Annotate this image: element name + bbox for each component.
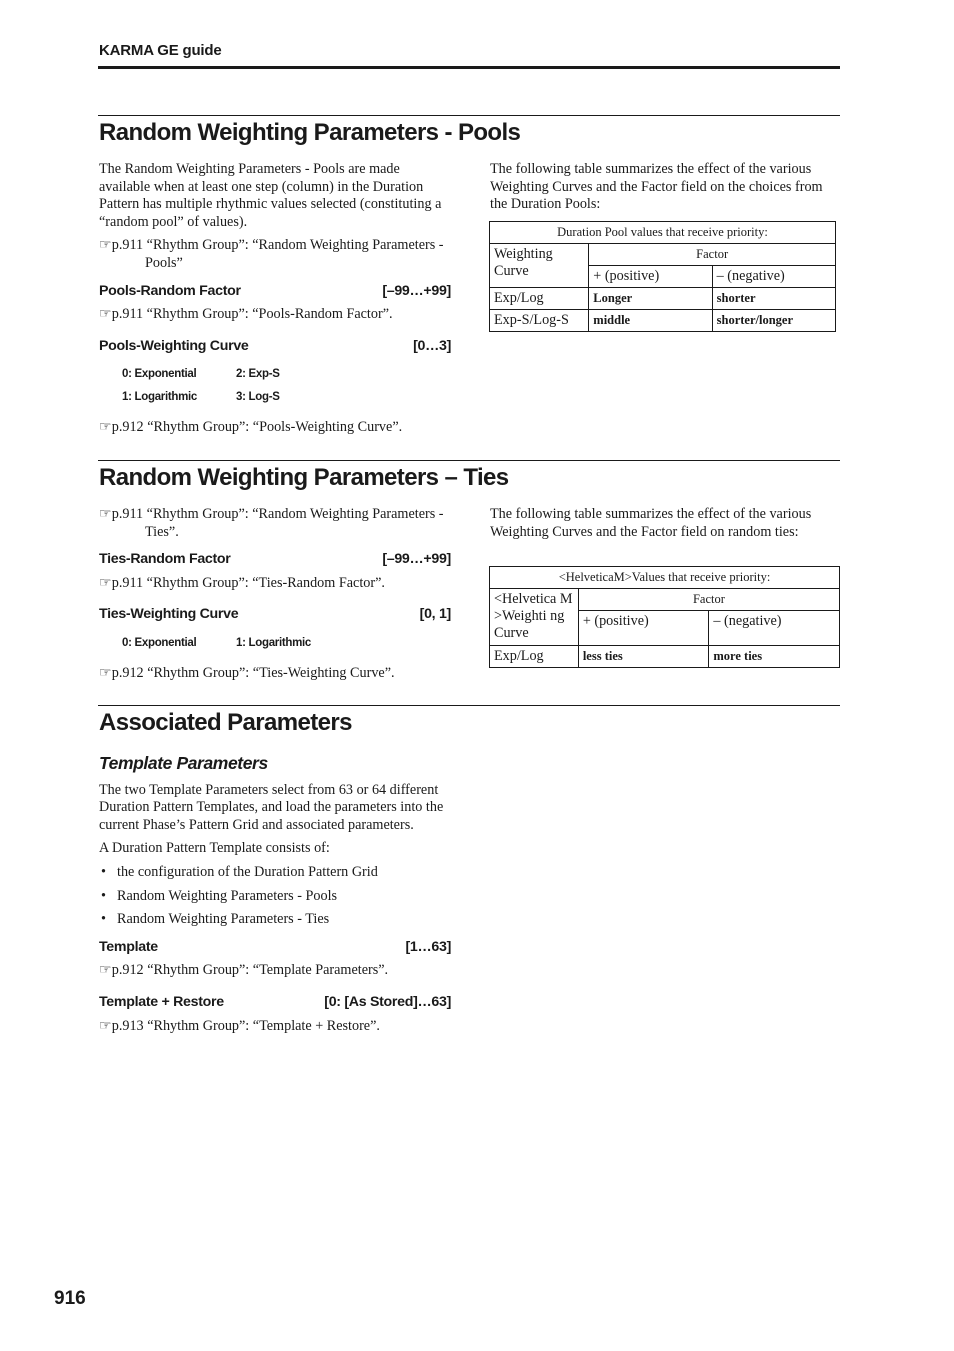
ties-table-row-header: <Helvetica M>Weighti ng Curve — [490, 589, 579, 646]
ties-table-negative-header: – (negative) — [709, 611, 840, 646]
ties-weighting-curve-ref[interactable]: ☞p.912 “Rhythm Group”: “Ties-Weighting Curve”. — [99, 664, 395, 681]
ties-random-factor-ref[interactable]: ☞p.911 “Rhythm Group”: “Ties-Random Factor”. — [99, 574, 385, 591]
template-restore-heading — [99, 994, 451, 1012]
pools-table-negative-header: – (negative) — [712, 266, 835, 288]
ties-priority-table — [489, 566, 840, 668]
ties-random-factor-heading — [99, 551, 451, 569]
template-label: Template — [99, 938, 158, 955]
pools-table-row-header: Weighting Curve — [490, 244, 589, 288]
header-rule — [98, 66, 840, 69]
ties-table-intro: The following table summarizes the effect of the various Weighting Curves and the Factor field on random ties: — [490, 506, 812, 540]
template-consists: A Duration Pattern Template consists of: — [99, 840, 330, 857]
template-restore-range: [0: [As Stored]…63] — [324, 993, 451, 1010]
template-restore-ref[interactable]: ☞p.913 “Rhythm Group”: “Template + Restore”. — [99, 1017, 380, 1034]
section-rule-pools — [98, 115, 840, 116]
pools-table-positive-header: + (positive) — [589, 266, 712, 288]
template-ref[interactable]: ☞p.912 “Rhythm Group”: “Template Parameters”. — [99, 962, 389, 979]
pools-table-pos-cell: Longer — [589, 288, 712, 310]
pools-ref-link[interactable]: ☞p.911 “Rhythm Group”: “Random Weighting Parameters - Pools” — [99, 237, 444, 271]
list-item: • Random Weighting Parameters - Pools — [99, 888, 451, 906]
ties-curve-option: 1: Logarithmic — [236, 636, 312, 649]
list-item: • the configuration of the Duration Pattern Grid — [99, 864, 451, 882]
ties-table-positive-header: + (positive) — [578, 611, 709, 646]
template-range: [1…63] — [405, 938, 451, 955]
pools-table-intro: The following table summarizes the effect of the various Weighting Curves and the Factor field on the choices from the Duration Pools: — [490, 161, 823, 213]
section-rule-ties — [98, 460, 840, 461]
ties-table-neg-cell: more ties — [709, 646, 840, 668]
ties-weighting-curve-label: Ties-Weighting Curve — [99, 606, 239, 623]
pools-random-factor-range: [–99…+99] — [382, 282, 451, 299]
table-row — [490, 310, 836, 332]
template-heading — [99, 939, 451, 957]
section-rule-associated — [98, 705, 840, 706]
ties-random-factor-label: Ties-Random Factor — [99, 551, 231, 568]
template-restore-label: Template + Restore — [99, 993, 224, 1010]
section-title-ties: Random Weighting Parameters – Ties — [99, 464, 509, 491]
running-header: KARMA GE guide — [99, 42, 222, 59]
pools-curve-option: 3: Log-S — [236, 391, 280, 404]
ties-table-factor-header: Factor — [578, 589, 839, 611]
ties-table-curve-cell: Exp/Log — [490, 646, 579, 668]
ties-right-column — [490, 506, 842, 547]
pools-priority-table — [489, 221, 836, 332]
ties-weighting-curve-range: [0, 1] — [419, 606, 451, 623]
ties-table-pos-cell: less ties — [578, 646, 709, 668]
pools-curve-option: 1: Logarithmic — [122, 391, 198, 404]
section-title-pools: Random Weighting Parameters - Pools — [99, 119, 521, 146]
pools-table-caption: Duration Pool values that receive priority: — [490, 222, 836, 244]
pools-curve-options — [122, 363, 451, 409]
pools-table-neg-cell: shorter/longer — [712, 310, 835, 332]
table-row — [490, 646, 840, 668]
template-intro: The two Template Parameters select from 63 or 64 different Duration Pattern Templates, and load the parameters into the current Phase’s Pattern Grid and associated parameters. — [99, 781, 444, 833]
list-item: • Random Weighting Parameters - Ties — [99, 911, 451, 929]
ties-ref-link[interactable]: ☞p.911 “Rhythm Group”: “Random Weighting Parameters - Ties”. — [99, 506, 444, 540]
ties-random-factor-range: [–99…+99] — [382, 551, 451, 568]
pools-random-factor-ref[interactable]: ☞p.911 “Rhythm Group”: “Pools-Random Factor”. — [99, 306, 393, 323]
pools-intro: The Random Weighting Parameters - Pools are made available when at least one step (column) in the Duration Pattern has multiple rhythmic values selected (constituting a “random pool” of values). — [99, 161, 442, 230]
ties-weighting-curve-heading — [99, 606, 451, 624]
pools-weighting-curve-ref[interactable]: ☞p.912 “Rhythm Group”: “Pools-Weighting Curve”. — [99, 419, 403, 436]
ties-left-column — [99, 506, 451, 689]
template-bullet-list — [99, 864, 451, 929]
pools-curve-option: 0: Exponential — [122, 368, 197, 381]
page-number: 916 — [54, 1288, 86, 1309]
pools-table-curve-cell: Exp/Log — [490, 288, 589, 310]
pools-table-pos-cell: middle — [589, 310, 712, 332]
associated-column — [99, 755, 451, 1041]
pools-weighting-curve-range: [0…3] — [413, 337, 451, 354]
table-row — [490, 288, 836, 310]
pools-curve-option: 2: Exp-S — [236, 368, 280, 381]
pools-random-factor-label: Pools-Random Factor — [99, 282, 241, 299]
pools-right-column — [490, 161, 842, 220]
section-title-associated: Associated Parameters — [99, 709, 352, 736]
ties-table-caption: <HelveticaM>Values that receive priority: — [490, 567, 840, 589]
template-parameters-subtitle: Template Parameters — [99, 753, 268, 773]
pools-weighting-curve-label: Pools-Weighting Curve — [99, 337, 249, 354]
ties-curve-options — [122, 632, 451, 655]
pools-table-neg-cell: shorter — [712, 288, 835, 310]
ties-curve-option: 0: Exponential — [122, 636, 197, 649]
pools-table-factor-header: Factor — [589, 244, 836, 266]
pools-random-factor-heading — [99, 283, 451, 301]
pools-weighting-curve-heading — [99, 338, 451, 356]
pools-left-column — [99, 161, 451, 443]
pools-table-curve-cell: Exp-S/Log-S — [490, 310, 589, 332]
